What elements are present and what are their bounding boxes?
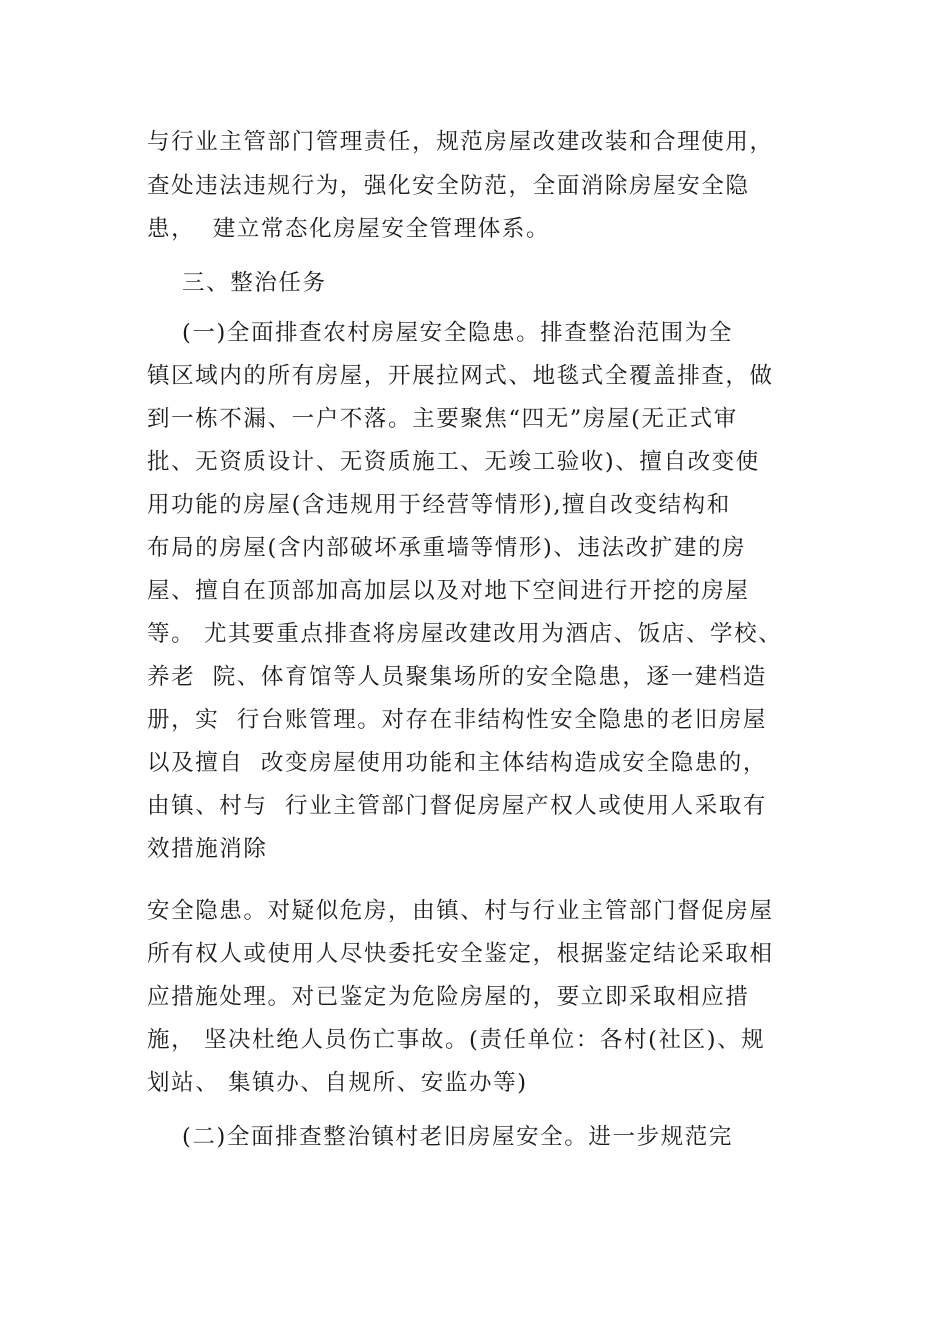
text-line: 应措施处理。对已鉴定为危险房屋的，要立即采取相应措 xyxy=(147,984,750,1010)
text-line: (二)全面排查整治镇村老旧房屋安全。进一步规范完 xyxy=(147,1124,733,1150)
text-line: 用功能的房屋(含违规用于经营等情形),擅自改变结构和 xyxy=(147,492,731,518)
text-line: 效措施消除 xyxy=(147,836,268,862)
text-line: 批、无资质设计、无资质施工、无竣工验收)、擅自改变使 xyxy=(147,449,760,475)
text-line: 划站、 集镇办、自规所、安监办等) xyxy=(147,1070,528,1096)
text-line: 与行业主管部门管理责任，规范房屋改建改装和合理使用， xyxy=(147,129,774,155)
text-line: 册，实 行台账管理。对存在非结构性安全隐患的老旧房屋 xyxy=(147,707,768,733)
text-line: 施， 坚决杜绝人员伤亡事故。(责任单位：各村(社区)、规 xyxy=(147,1027,766,1053)
text-line: 以及擅自 改变房屋使用功能和主体结构造成安全隐患的， xyxy=(147,750,768,776)
text-line: 安全隐患。对疑似危房，由镇、村与行业主管部门督促房屋 xyxy=(147,898,774,924)
text-line: 由镇、村与 行业主管部门督促房屋产权人或使用人采取有 xyxy=(147,793,768,819)
text-line: 患， 建立常态化房屋安全管理体系。 xyxy=(147,216,551,242)
text-line: 等。 尤其要重点排查将房屋改建改用为酒店、饭店、学校、 xyxy=(147,621,783,647)
text-line: 养老 院、体育馆等人员聚集场所的安全隐患，逐一建档造 xyxy=(147,664,768,690)
section-heading: 三、整治任务 xyxy=(147,270,327,296)
text-line: 到一栋不漏、一户不落。主要聚焦“四无”房屋(无正式审 xyxy=(147,406,738,432)
text-line: 镇区域内的所有房屋，开展拉网式、地毯式全覆盖排查，做 xyxy=(147,363,774,389)
text-line: 屋、擅自在顶部加高加层以及对地下空间进行开挖的房屋 xyxy=(147,578,750,604)
text-line: 布局的房屋(含内部破坏承重墙等情形)、违法改扩建的房 xyxy=(147,535,747,561)
text-line: (一)全面排查农村房屋安全隐患。排查整治范围为全 xyxy=(147,320,733,346)
text-line: 所有权人或使用人尽快委托安全鉴定，根据鉴定结论采取相 xyxy=(147,941,774,967)
text-line: 查处违法违规行为，强化安全防范，全面消除房屋安全隐 xyxy=(147,173,750,199)
